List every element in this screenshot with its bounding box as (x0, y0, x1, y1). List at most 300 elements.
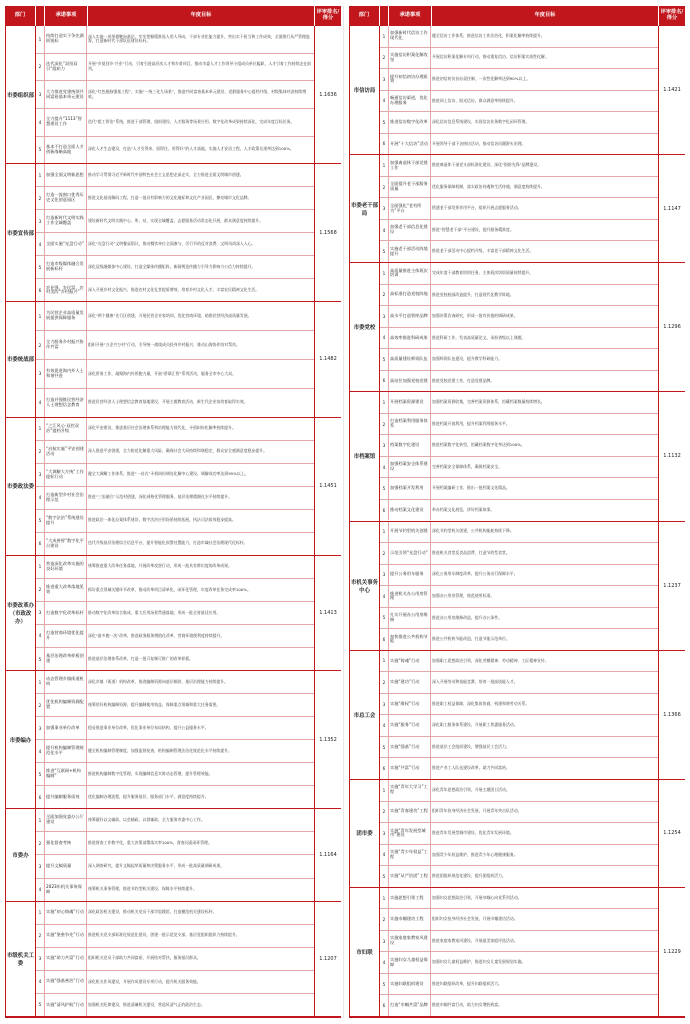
commitment-item: 实施“青少年权益”工程 (389, 845, 431, 866)
header-goal: 年度目标 (88, 6, 315, 26)
commitment-item: 实施“从严治团”工程 (389, 866, 431, 887)
commitment-item: “大成善智”数字化平台建设 (45, 533, 87, 555)
annual-goal: 推进“智慧老干部”平台建设，提升服务精准度。 (432, 226, 514, 232)
commitment-item: 提升公务用车服务 (389, 565, 431, 586)
annual-goal: 统筹机关事务管理，推进节约型机关建设，保障水平持续提升。 (88, 886, 197, 892)
left-table-panel (5, 6, 341, 1018)
commitment-item: “启航实施”平安创建活动 (45, 441, 87, 463)
commitment-item: 高水平打造智库品牌 (389, 306, 431, 327)
annual-goal: 推动数字化改革综合集成，重大应用场景贯通落地，形成一批全省最佳应用。 (88, 609, 221, 615)
department-block (350, 651, 685, 780)
department-score: 1.1366 (658, 651, 685, 779)
row-number: 3 (36, 855, 45, 877)
annual-goal: 深化职工服务体系建设，开展职工普惠服务活动。 (432, 722, 518, 728)
annual-goal: 加强青少年权益维护，推进青少年心理健康服务。 (432, 851, 518, 857)
annual-goal: 推进网上信访、阳光信访，群众满意率持续提升。 (432, 97, 518, 103)
commitment-item: 全力提升“1113”智慧建设工作 (45, 109, 87, 136)
row-number: 6 (36, 533, 45, 555)
row-number: 2 (36, 579, 45, 601)
commitment-item: 动态管理乡镇街道机构 (45, 671, 87, 693)
row-number: 2 (36, 54, 45, 81)
annual-goal: 推进民营经济人士理想信念教育基地建设，开展主题教育活动，新生代企业家培育取得实效。 (88, 399, 248, 405)
commitment-item: 实施家庭家教家风建设 (389, 931, 431, 952)
row-number: 2 (36, 441, 45, 463)
commitment-item: 打造营商环境优化提升 (45, 625, 87, 647)
table-row (380, 522, 658, 544)
row-number: 3 (380, 565, 389, 586)
annual-goal: 推进产业工人队伍建设改革，助力共同富裕。 (432, 765, 510, 771)
commitment-item: 加强离退休干部党建工作 (389, 155, 431, 176)
annual-goal: 推进机构编制数字化管理，实现编制信息实时动态管理，提升管理效能。 (88, 770, 213, 776)
row-number: 4 (36, 625, 45, 647)
table-row (380, 198, 658, 220)
commitment-item: 基本不打造全面人才创新战略高地 (45, 137, 87, 164)
table-row (36, 233, 314, 256)
row-number: 6 (380, 134, 389, 155)
commitment-item: 2023年机关事务保障 (45, 879, 87, 901)
department-block (6, 164, 341, 302)
header-goal: 年度目标 (432, 6, 659, 26)
row-number: 5 (36, 137, 45, 164)
row-number: 6 (380, 758, 389, 779)
row-number: 1 (380, 26, 389, 47)
row-number: 6 (36, 786, 45, 808)
annual-goal: 深化机关作风建设，开展作风建设专项行动，提升机关服务效能。 (88, 978, 201, 984)
annual-goal: 推进档案开放利用，提升档案利用服务水平。 (432, 420, 510, 426)
department-name: 市委编办 (6, 671, 36, 808)
row-number: 1 (36, 671, 45, 693)
commitment-item: 打造新时代文明实践工作全域覆盖 (45, 210, 87, 232)
annual-goal: 优化服务保障机制，落实政治待遇和生活待遇，满意度持续提升。 (432, 183, 545, 189)
annual-goal: 推进青年发展型城市建设，优化青年发展环境。 (432, 830, 514, 835)
annual-goal: 深入开展乡村文化振兴，推进农村文化礼堂提质增效，培育乡村文化人才，丰富农民精神文化生活。 (88, 286, 260, 292)
department-name: 市级机关工委 (6, 902, 36, 1016)
table-row (380, 91, 658, 113)
annual-goal: 推进团组织规范化建设，提升团组织活力。 (432, 873, 506, 879)
commitment-item: 实施“青年大学习”工程 (389, 780, 431, 801)
commitment-item: 加强全面文明新思想 (45, 164, 87, 186)
annual-goal: 深化“两个健康”先行区创建，开展民营企业家培训，优化营商环境，助推民营经济高质量发展。 (88, 312, 252, 318)
annual-goal: 加强妇女儿童权益维护，推进妇女儿童发展规划实施。 (432, 959, 526, 965)
row-number: 5 (36, 994, 45, 1016)
row-number: 5 (380, 349, 389, 370)
commitment-item: 实施“铸魂”行动 (389, 651, 431, 672)
department-name: 市委党校 (350, 263, 380, 391)
department-rows (36, 902, 314, 1016)
row-number: 2 (380, 285, 389, 306)
table-row (380, 672, 658, 694)
table-row (380, 629, 658, 650)
commitment-item: 实施妇联组织建设 (389, 974, 431, 995)
commitment-item: 实施“助力共富”行动 (45, 948, 87, 970)
row-number: 6 (380, 995, 389, 1016)
department-name: 市信访局 (350, 26, 380, 154)
department-score: 1.1296 (658, 263, 685, 391)
row-number: 5 (380, 241, 389, 262)
table-row (380, 866, 658, 887)
department-block (350, 522, 685, 651)
table-row (380, 371, 658, 392)
row-number: 5 (36, 256, 45, 278)
commitment-item: 有效促进海内外人士和谐共进 (45, 360, 87, 388)
annual-goal: 深化“最多跑一次”改革，推进政务服务增值化改革，营商环境便利度持续提升。 (88, 632, 225, 638)
annual-goal: 完成年度干部教育培训任务，主体班次培训质量持续提升。 (432, 269, 534, 275)
annual-goal: 举办档案文化展览，讲好档案故事。 (432, 506, 495, 512)
department-score: 1.1482 (314, 302, 341, 416)
table-row (380, 69, 658, 91)
table-header (5, 6, 341, 26)
commitment-item: 打造并强推民营经济人士理想信念教育 (45, 389, 87, 417)
row-number: 3 (380, 69, 389, 90)
header-num (36, 6, 45, 26)
table-row (380, 694, 658, 716)
row-number: 1 (36, 302, 45, 330)
row-number: 1 (380, 780, 389, 801)
table-row (36, 671, 314, 694)
commitment-item: 优化机构编制资源配置 (45, 694, 87, 716)
right-table-panel (349, 6, 685, 1018)
department-name: 市机关事务中心 (350, 522, 380, 650)
row-number: 3 (36, 602, 45, 624)
annual-goal: 加强档案资源收集，完善档案资源体系，馆藏档案数量持续增长。 (432, 399, 545, 405)
row-number: 1 (36, 418, 45, 440)
department-score: 1.1568 (314, 164, 341, 301)
table-row (380, 543, 658, 565)
table-row (380, 478, 658, 500)
commitment-item: 实施“青春建功”工程 (389, 802, 431, 823)
table-row (36, 625, 314, 648)
annual-goal: 推进家庭家教家风建设，开展最美家庭评选活动。 (432, 937, 518, 943)
annual-goal: 推进初信初访首办责任制，一次性化解率达到90%以上。 (432, 75, 531, 81)
commitment-item: 农业强、农民富、农村美的“乡村振兴” (45, 279, 87, 301)
row-number: 2 (36, 331, 45, 359)
table-row (36, 441, 314, 464)
annual-goal: 深化县级融媒体中心建设，打造全媒体传播矩阵，新闻舆论传播力引导力影响力公信力持续提升。 (88, 263, 256, 269)
department-block (6, 302, 341, 417)
table-row (36, 717, 314, 740)
table-row (36, 925, 314, 948)
table-row (380, 500, 658, 521)
row-number: 1 (380, 263, 389, 284)
row-number: 1 (36, 26, 45, 53)
annual-goal: 加强机关纪律建设，推进清廉机关建设，营造风清气正的政治生态。 (88, 1001, 205, 1007)
department-rows (36, 671, 314, 808)
row-number: 3 (36, 464, 45, 486)
annual-goal: 组织青年投身经济社会发展，开展青年突击队活动。 (432, 808, 522, 814)
department-name: 市委老干部局 (350, 155, 380, 262)
department-name: 市委宣传部 (6, 164, 36, 301)
annual-goal: 健全机构编制管理制度，加强监督检查，机构编制管理法治化规范化水平持续提升。 (88, 747, 232, 753)
department-name: 市委办 (6, 809, 36, 900)
table-row (380, 909, 658, 931)
commitment-item: 实施思想引领工程 (389, 888, 431, 909)
annual-goal: 统筹做好以文辅政、以会辅政、以督辅政，全力服务市委中心工作。 (88, 816, 205, 822)
table-row (36, 902, 314, 925)
row-number: 1 (380, 155, 389, 176)
department-score: 1.1147 (658, 155, 685, 262)
commitment-item: 营造深化改革实施的良好环境 (45, 556, 87, 578)
row-number: 3 (380, 823, 389, 844)
commitment-item: 打造“巾帼共富”品牌 (389, 995, 431, 1016)
commitment-item: 提升初信初访办理质效 (389, 69, 431, 90)
table-row (380, 435, 658, 457)
row-number: 5 (380, 608, 389, 629)
annual-goal: 深入实施一项举措靶向基层，牢牢把握精准选人用人导向，干部专业化能力提升，突出实干担当和工作成效，全面推行从严管理监督，打造新时代干部队伍建设标杆。 (88, 33, 310, 44)
table-row (380, 737, 658, 759)
table-row (380, 586, 658, 608)
department-rows (380, 651, 658, 779)
panel-divider (343, 6, 344, 1018)
department-rows (36, 418, 314, 555)
department-rows (380, 888, 658, 1016)
row-number: 2 (36, 925, 45, 947)
annual-goal: 深入调查研究，提升文稿起草质量和决策服务水平，形成一批高质量调研成果。 (88, 863, 225, 869)
table-body (349, 26, 685, 1018)
commitment-item: 打造一流窗口优秀历史文化创意园区 (45, 187, 87, 209)
annual-goal: 深化平安建设，推进基层社会治理体系和治理能力现代化，矛盾纠纷化解率持续提升。 (88, 425, 236, 431)
commitment-item: 实施“强基”行动 (389, 737, 431, 758)
commitment-item: 提升文稿质量 (45, 855, 87, 877)
row-number: 1 (36, 164, 45, 186)
department-block (6, 671, 341, 809)
row-number: 6 (380, 500, 389, 521)
table-row (36, 81, 314, 109)
department-score: 1.1413 (314, 556, 341, 670)
commitment-item: 示范引领“光盘行动” (389, 543, 431, 564)
annual-goal: 深化“红色根脉强基工程”，实施“一统三化九场景”，推进共同富裕基本单元建设，党群服务中心提档升级，村级集体经济持续增收。 (88, 88, 307, 99)
table-row (380, 780, 658, 802)
table-row (36, 26, 314, 54)
row-number: 3 (380, 198, 389, 219)
table-row (380, 823, 658, 845)
table-row (380, 177, 658, 199)
row-number: 5 (36, 763, 45, 785)
row-number: 5 (380, 112, 389, 133)
annual-goal: 推进科研工作，发表高质量论文，承担省级以上课题。 (432, 334, 526, 340)
row-number: 3 (380, 931, 389, 952)
table-row (36, 763, 314, 786)
table-row (380, 608, 658, 630)
department-block (350, 392, 685, 521)
row-number: 5 (36, 510, 45, 532)
department-rows (380, 392, 658, 520)
annual-goal: 组织开展“万企兴万村”行动，引导统一战线成员投身乡村振兴，推动山海协作结对帮扶。 (88, 341, 240, 347)
table-row (36, 418, 314, 441)
department-score: 1.1164 (314, 809, 341, 900)
table-row (36, 832, 314, 855)
commitment-item: 提升编制服务质效 (45, 786, 87, 808)
row-number: 3 (36, 360, 45, 388)
commitment-item: 为民营企业高质量发展提供保障服务 (45, 302, 87, 330)
table-row (36, 54, 314, 82)
department-score: 1.1636 (314, 26, 341, 163)
table-row (36, 579, 314, 602)
commitment-item: 加强档案开发利用 (389, 478, 431, 499)
table-row (36, 602, 314, 625)
commitment-item: 打造数字化改革标杆 (45, 602, 87, 624)
table-row (380, 392, 658, 414)
annual-goal: 加强办公用房管理，规范使用标准。 (432, 593, 495, 599)
table-row (36, 487, 314, 510)
commitment-item: 推进重大改革落地见效 (45, 579, 87, 601)
table-row (36, 360, 314, 389)
department-score: 1.1207 (314, 902, 341, 1016)
annual-goal: 推进妇联组织改革，提升妇联组织活力。 (432, 980, 503, 986)
table-row (36, 210, 314, 233)
row-number: 5 (380, 866, 389, 887)
commitment-item: 实施“共富”行动 (389, 758, 431, 779)
row-number: 4 (380, 586, 389, 607)
annual-goal: 深化政治机关建设，推动机关党员干部学思践悟，打造模范机关建设标杆。 (88, 909, 217, 915)
table-row (36, 109, 314, 137)
annual-goal: 深化青年思想政治引领，开展主题团日活动。 (432, 786, 510, 792)
table-row (36, 389, 314, 417)
row-number: 4 (36, 109, 45, 136)
department-name: 市委改革办（市政改办） (6, 556, 36, 670)
annual-goal: 开展信访积案化解专项行动，推动重复信访、信访积案实质性化解。 (432, 54, 549, 60)
commitment-item: 实施巾帼建功工程 (389, 909, 431, 930)
table-row (380, 651, 658, 673)
row-number: 4 (36, 879, 45, 901)
department-rows (380, 155, 658, 262)
commitment-item: 实施“堡垒争先”行动 (45, 925, 87, 947)
table-row (36, 994, 314, 1016)
annual-goal: 优化编制办理流程，提升服务基层、服务部门水平，满意度持续提升。 (88, 793, 209, 799)
department-name: 市档案馆 (350, 392, 380, 520)
table-body (5, 26, 341, 1018)
table-row (36, 648, 314, 670)
commitment-item: 开展“十大信访”活动 (389, 134, 431, 155)
department-rows (380, 26, 658, 154)
annual-goal: 健全大调解工作体系，推进“一站式”矛盾纠纷调处化解中心建设，调解成功率达到95%以上。 (88, 471, 249, 477)
annual-goal: 组织妇女投身经济社会发展，开展巾帼建功活动。 (432, 916, 518, 922)
commitment-item: 强化督查考核 (45, 832, 87, 854)
table-row (380, 565, 658, 587)
header-task: 承诺事项 (45, 6, 88, 26)
department-rows (380, 522, 658, 650)
table-row (36, 187, 314, 210)
department-score: 1.1352 (314, 671, 341, 808)
header-score: 评审排名/得分 (660, 9, 684, 21)
commitment-item: 开展节约型机关创建 (389, 522, 431, 543)
department-block (350, 888, 685, 1017)
commitment-item: 开展档案资源建设 (389, 392, 431, 413)
commitment-item: 实施“清风护航”行动 (45, 994, 87, 1016)
row-number: 6 (36, 279, 45, 301)
annual-goal: 完善档案安全保障体系，确保档案安全。 (432, 463, 503, 469)
row-number: 2 (380, 802, 389, 823)
commitment-item: “之江风心·双控双治”提档升级 (45, 418, 87, 440)
row-number: 1 (380, 522, 389, 543)
row-number: 2 (36, 832, 45, 854)
row-number: 1 (36, 902, 45, 924)
row-number: 1 (380, 392, 389, 413)
table-row (36, 694, 314, 717)
annual-goal: 推进档案数字化转型，馆藏档案数字化率达到100%。 (432, 442, 525, 448)
commitment-item: 基层治理改革样板创建 (45, 648, 87, 670)
annual-goal: 深化“光盘行动”文明餐桌倡议，推动餐饮单位全面参与，厉行节约反对浪费，文明风尚深入人心。 (88, 240, 256, 246)
row-number: 5 (36, 648, 45, 670)
row-number: 3 (36, 948, 45, 970)
row-number: 1 (36, 809, 45, 831)
department-block (6, 809, 341, 901)
annual-goal: 推进党校校园改造提升，打造现代化教学阵地。 (432, 291, 514, 297)
table-header (349, 6, 685, 26)
commitment-item: 实施“青年发展型城市”建设 (389, 823, 431, 844)
department-rows (36, 302, 314, 416)
commitment-item: 实施“维权”行动 (389, 694, 431, 715)
annual-goal: 开展领导干部下访接访活动，推动信访问题源头治理。 (432, 140, 526, 146)
commitment-item: 推进机关办公用房管理 (389, 586, 431, 607)
annual-goal: 深化乡镇（街道）机构改革，推进编制资源向基层倾斜，基层治理能力持续提升。 (88, 678, 229, 684)
table-row (380, 802, 658, 824)
commitment-item: 实施妇女儿童权益保障 (389, 952, 431, 973)
row-number: 4 (36, 389, 45, 417)
table-row (36, 855, 314, 878)
table-row (380, 715, 658, 737)
commitment-item: 实施“初心铸魂”行动 (45, 902, 87, 924)
department-score: 1.1451 (314, 418, 341, 555)
table-row (36, 879, 314, 901)
annual-goal: 推动学习贯彻习近平新时代中国特色社会主义思想走深走实，全力推进全面文明城市创建。 (88, 171, 244, 177)
department-block (6, 26, 341, 164)
commitment-item: 全面强化“老有所为”平台 (389, 198, 431, 219)
commitment-item: 迭代深化“双招双引”组织力 (45, 54, 87, 81)
row-number: 2 (380, 672, 389, 693)
department-score: 1.1421 (658, 26, 685, 154)
annual-goal: 推进巾帼共富行动，助力妇女增收致富。 (432, 1002, 503, 1008)
header-score: 评审排名/得分 (316, 9, 340, 21)
table-row (380, 328, 658, 350)
commitment-item: 高质量建设师资队伍 (389, 349, 431, 370)
commitment-item: 全力服务乡村振兴协作共富 (45, 331, 87, 359)
table-row (380, 974, 658, 996)
annual-goal: 统筹用好机构编制资源，提升编制使用效益，保障重点领域和重大任务需要。 (88, 701, 221, 707)
table-row (36, 556, 314, 579)
row-number: 6 (380, 371, 389, 392)
annual-goal: 推进机关食堂反食品浪费，打造节约型食堂。 (432, 549, 510, 555)
commitment-item: 实施“建功”行动 (389, 672, 431, 693)
annual-goal: 推进办公用房维修改造，提升办公条件。 (432, 614, 503, 620)
commitment-item: 档案数字化建设 (389, 435, 431, 456)
annual-goal: 迭代升级基层治理综合信息平台，提升智能化预警处置能力，打造市域社会治理现代化标杆。 (88, 540, 248, 546)
commitment-item: 加强新时代信访工作现代化 (389, 26, 431, 47)
annual-goal: 统筹推进重大改革任务落地，开展改革攻坚行动，形成一批具有辨识度的改革成果。 (88, 563, 232, 569)
table-row (380, 845, 658, 867)
row-number: 3 (36, 210, 45, 232)
annual-goal: 推进基层工会组织建设，增强基层工会活力。 (432, 743, 510, 749)
table-row (380, 414, 658, 436)
department-rows (36, 26, 314, 163)
annual-goal: 加强妇女思想政治引领，开展巾帼心向党系列活动。 (432, 894, 522, 900)
commitment-item: 实施老干部活动阵地提升 (389, 241, 431, 262)
commitment-item: “大调解大方统”工作提标行动 (45, 464, 87, 486)
row-number: 2 (380, 414, 389, 435)
row-number: 5 (380, 478, 389, 499)
table-row (380, 155, 658, 177)
annual-goal: 深化信访信息系统建设，实现信访业务数字化闭环管理。 (432, 119, 530, 125)
commitment-item: 打造档案利用服务体系 (389, 414, 431, 435)
row-number: 3 (380, 435, 389, 456)
commitment-item: 扎实开展办公用房维修 (389, 608, 431, 629)
commitment-item: 推进“互联网+机构编制” (45, 763, 87, 785)
row-number: 4 (380, 457, 389, 478)
annual-goal: 推进老干部活动中心提档升级，丰富老干部精神文化生活。 (432, 248, 534, 254)
annual-goal: 深化人才生态建设，打造“人才引得来、留得住、用得好”的人才高地，实施人才安居工程，人才政策兑现率达到100%。 (88, 146, 294, 152)
department-name: 市委政法委 (6, 418, 36, 555)
row-number: 2 (36, 694, 45, 716)
row-number: 2 (36, 187, 45, 209)
